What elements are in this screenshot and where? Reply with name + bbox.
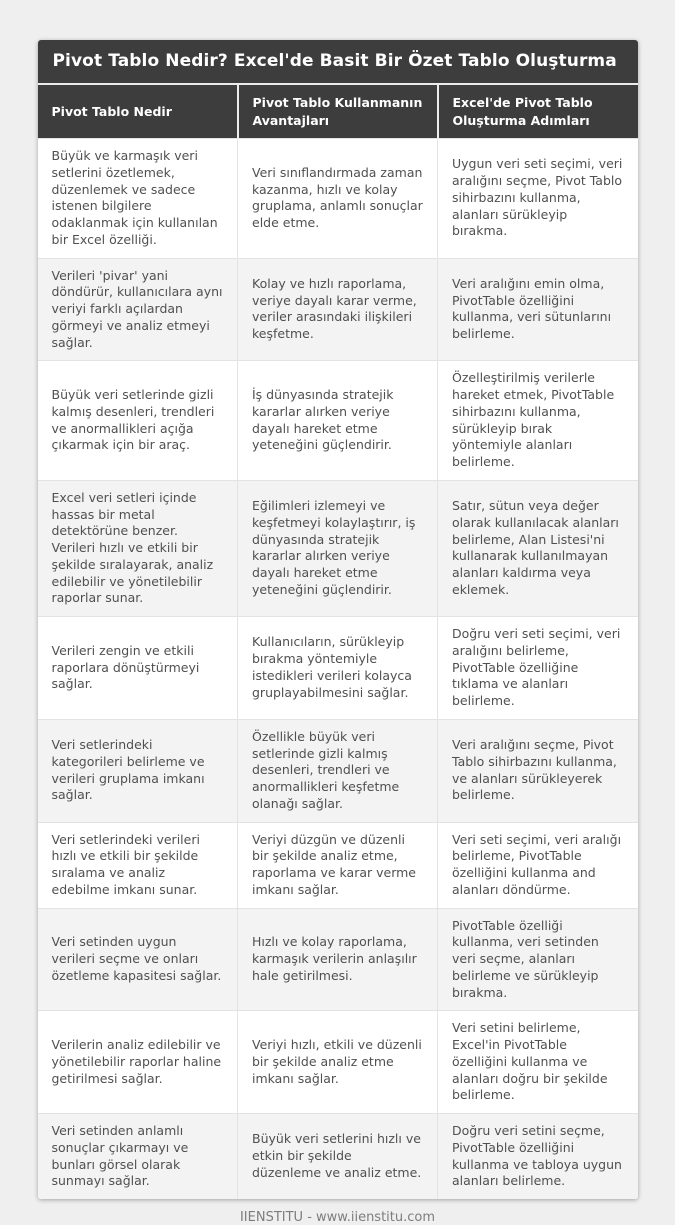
table-row <box>38 139 638 259</box>
table-cell: Veri setlerindeki kategorileri belirleme ve verileri gruplama imkanı sağlar. <box>38 719 238 822</box>
table-cell: Doğru veri seti seçimi, veri aralığını belirleme, PivotTable özelliğine tıklama ve alanları belirleme. <box>438 617 638 720</box>
table-cell: Büyük veri setlerini hızlı ve etkin bir şekilde düzenleme ve analiz etme. <box>238 1114 438 1200</box>
table-cell: Kullanıcıların, sürükleyip bırakma yöntemiyle istedikleri verileri kolayca gruplayabilmesini sağlar. <box>238 617 438 720</box>
table-cell: Özelleştirilmiş verilerle hareket etmek, PivotTable sihirbazını kullanma, sürükleyip bırak yöntemiyle alanları belirleme. <box>438 361 638 481</box>
table-cell: Verileri zengin ve etkili raporlara dönüştürmeyi sağlar. <box>38 617 238 720</box>
table-cell: Excel veri setleri içinde hassas bir metal detektörüne benzer. Verileri hızlı ve etkili bir şekilde sıralayarak, analiz edilebilir ve yönetilebilir raporlar sunar. <box>38 480 238 616</box>
table-cell: Doğru veri setini seçme, PivotTable özelliğini kullanma ve tabloya uygun alanları belirleme. <box>438 1114 638 1200</box>
column-header-avantajlari: Pivot Tablo Kullanmanın Avantajları <box>238 85 438 139</box>
table-cell: Veri aralığını seçme, Pivot Tablo sihirbazını kullanma, ve alanları sürükleyerek belirleme. <box>438 719 638 822</box>
table-cell: Veri aralığını emin olma, PivotTable özelliğini kullanma, veri sütunlarını belirleme. <box>438 258 638 361</box>
table-cell: İş dünyasında stratejik kararlar alırken veriye dayalı hareket etme yeteneğini güçlendirir. <box>238 361 438 481</box>
table-cell: Hızlı ve kolay raporlama, karmaşık verilerin anlaşılır hale getirilmesi. <box>238 908 438 1011</box>
footer-text: IIENSTITU - www.iienstitu.com <box>239 1210 436 1225</box>
table-cell: PivotTable özelliği kullanma, veri setinden veri seçme, alanları belirleme ve sürükleyip bırakma. <box>438 908 638 1011</box>
table-cell: Büyük veri setlerinde gizli kalmış desenleri, trendleri ve anormallikleri açığa çıkarmak için bir araç. <box>38 361 238 481</box>
table-row <box>38 617 638 720</box>
column-header-olusturma-adimlari: Excel'de Pivot Tablo Oluşturma Adımları <box>438 85 638 139</box>
table-cell: Satır, sütun veya değer olarak kullanılacak alanları belirleme, Alan Listesi'ni kullanarak kullanılmayan alanları kaldırma veya eklemek. <box>438 480 638 616</box>
table-row <box>38 480 638 616</box>
table-body <box>38 139 638 1200</box>
table-cell: Veri setini belirleme, Excel'in PivotTable özelliğini kullanma ve alanları doğru bir şekilde belirleme. <box>438 1011 638 1114</box>
table-cell: Verilerin analiz edilebilir ve yönetilebilir raporlar haline getirilmesi sağlar. <box>38 1011 238 1114</box>
table-cell: Veri setlerindeki verileri hızlı ve etkili bir şekilde sıralama ve analiz edebilme imkanı sunar. <box>38 822 238 908</box>
table-cell: Özellikle büyük veri setlerinde gizli kalmış desenleri, trendleri ve anormallikleri keşfetme olanağı sağlar. <box>238 719 438 822</box>
table-cell: Veri setinden uygun verileri seçme ve onları özetleme kapasitesi sağlar. <box>38 908 238 1011</box>
table-row <box>38 719 638 822</box>
table-row <box>38 1114 638 1200</box>
table-row <box>38 258 638 361</box>
table-header <box>38 85 638 139</box>
column-header-pivot-tablo-nedir: Pivot Tablo Nedir <box>38 85 238 139</box>
table-cell: Veri seti seçimi, veri aralığı belirleme, PivotTable özelliğini kullanma and alanları döndürme. <box>438 822 638 908</box>
table-row <box>38 822 638 908</box>
table-cell: Kolay ve hızlı raporlama, veriye dayalı karar verme, veriler arasındaki ilişkileri keşfetme. <box>238 258 438 361</box>
table-row <box>38 361 638 481</box>
table-cell: Veriyi hızlı, etkili ve düzenli bir şekilde analiz etme imkanı sağlar. <box>238 1011 438 1114</box>
table-cell: Büyük ve karmaşık veri setlerini özetlemek, düzenlemek ve sadece istenen bilgilere odaklanmak için kullanılan bir Excel özelliği. <box>38 139 238 259</box>
table-cell: Eğilimleri izlemeyi ve keşfetmeyi kolaylaştırır, iş dünyasında stratejik kararlar alırken veriye dayalı hareket etme yeteneğini güçlendirir. <box>238 480 438 616</box>
table-row <box>38 908 638 1011</box>
table-row <box>38 1011 638 1114</box>
table-cell: Uygun veri seti seçimi, veri aralığını seçme, Pivot Tablo sihirbazını kullanma, alanları sürükleyip bırakma. <box>438 139 638 259</box>
table-cell: Veri setinden anlamlı sonuçlar çıkarmayı ve bunları görsel olarak sunmayı sağlar. <box>38 1114 238 1200</box>
page-title: Pivot Tablo Nedir? Excel'de Basit Bir Özet Tablo Oluşturma <box>38 40 638 85</box>
table-header-row <box>38 85 638 139</box>
content-card <box>38 40 638 1199</box>
pivot-table <box>38 85 638 1199</box>
table-cell: Verileri 'pivar' yani döndürür, kullanıcılara aynı veriyi farklı açılardan görmeyi ve analiz etmeyi sağlar. <box>38 258 238 361</box>
table-cell: Veri sınıflandırmada zaman kazanma, hızlı ve kolay gruplama, anlamlı sonuçlar elde etme. <box>238 139 438 259</box>
table-cell: Veriyi düzgün ve düzenli bir şekilde analiz etme, raporlama ve karar verme imkanı sağlar. <box>238 822 438 908</box>
